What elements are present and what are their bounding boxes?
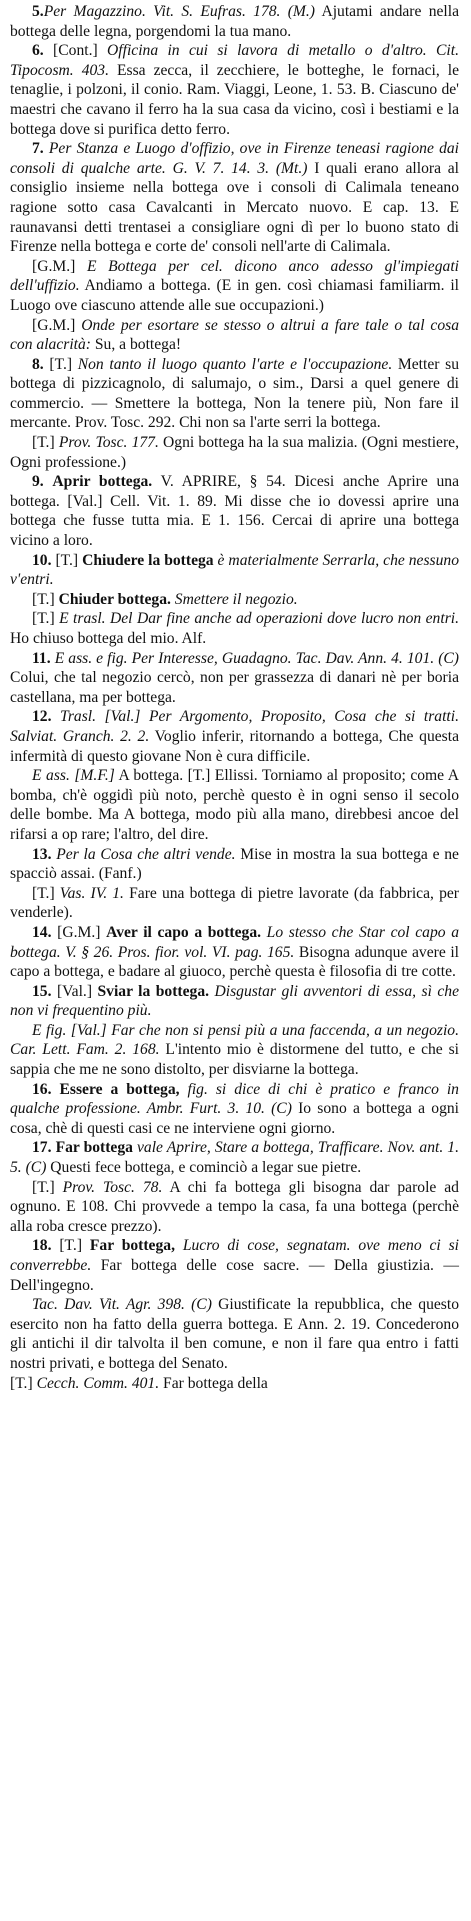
entry-text: Mise in mostra la sua bottega e ne spacciò assai. (Fanf.) (10, 845, 459, 883)
entry-tag: [T.] (51, 1237, 90, 1255)
entry-gloss: Onde per esortare se stesso o altrui a fare tale o tal cosa con alacrità: (10, 316, 459, 354)
entry-16 (10, 1080, 459, 1139)
entry-11 (10, 649, 459, 708)
entry-gloss: E trasl. Del Dar fine anche ad operazioni dove lucro non entri. (59, 610, 459, 628)
entry-tag: [Cont.] (43, 42, 108, 60)
entry-number: 13. (32, 845, 52, 863)
entry-gloss: è materialmente Serrarla, che nessuno v'entri. (10, 551, 460, 589)
entry-tag: [T.] (32, 434, 59, 452)
entry-text: A bottega. [T.] Ellissi. Torniamo al proposito; come A bomba, ch'è oggidì più noto, perchè questo è in ogni senso il secolo delle bombe. Ma A bottega, modo più alla mano, direbbesi ancoe del rifarsi a op rare; l'altro, del dire. (10, 767, 459, 843)
entry-text: Fare una bottega di pietre lavorate (da fabbrica, per venderle). (10, 884, 459, 922)
entry-tag: [G.M.] (51, 923, 107, 941)
entry-number: 16. (32, 1080, 52, 1098)
entry-tag: [T.] (43, 355, 78, 373)
entry-text: Su, a bottega! (90, 336, 182, 354)
entry-7 (10, 139, 459, 257)
entry-number: 6. (32, 42, 44, 60)
entry-text: A chi fa bottega gli bisogna dar parole ad ognuno. E 108. Chi provvede a tempo la casa, fa una bottega (perchè alla roba cresce prezzo). (10, 1178, 459, 1235)
entry-number: 10. (32, 551, 52, 569)
entry-text: L'intento mio è distormene del tutto, e che si sappia che me ne sono distolto, per disviarne la bottega. (10, 1041, 459, 1079)
entry-gloss: vale Aprire, Stare a bottega, Trafficare. Nov. ant. 1. 5. (C) (10, 1139, 460, 1177)
entry-10-sub-1 (10, 590, 459, 610)
entry-number: 8. (32, 355, 44, 373)
entry-8-sub-1 (10, 433, 459, 472)
entry-lead: Aver il capo a bottega. (106, 923, 262, 941)
entry-number: 15. (32, 982, 52, 1000)
entry-text: Bisogna adunque avere il capo a bottega, e badare al giuoco, perchè questa è filosofia di tre cotte. (10, 943, 459, 981)
entry-tag: [G.M.] (32, 316, 82, 334)
entry-number: 7. (32, 140, 44, 158)
entry-gloss: Officina in cui si lavora di metallo o d'altro. Cit. Tipocosm. 403. (10, 42, 459, 79)
entry-gloss: Tac. Dav. Vit. Agr. 398. (C) (32, 1296, 212, 1314)
entry-18 (10, 1236, 459, 1295)
entry-text: Questi fece bottega, e cominciò a legar sue pietre. (46, 1159, 362, 1177)
entry-text: I quali erano allora al consiglio insieme nella bottega ove i consoli di Calimala teneano ragione sotto casa Cavalcanti in Mercato nuovo. E cap. 13. E raunavansi detti trentasei a consigliare ogni dì per lo buono stato di Firenze nella bottega e corte de' consoli nell'arte di Calimala. (10, 159, 460, 256)
entry-number: 11. (32, 649, 51, 667)
entry-number: 9. (32, 473, 44, 491)
entry-9 (10, 472, 459, 550)
entry-tag: [T.] (51, 551, 83, 569)
entry-text: V. APRIRE, § 54. Dicesi anche Aprire una bottega. [Val.] Cell. Vit. 1. 89. Mi disse che io dovessi aprire una bottega che fusse tutta mia. E 1. 156. Cercai di aprire una bottega vicino a loro. (10, 473, 459, 550)
entry-text: Colui, che tal negozio cercò, non per grassezza di danari nè per boria castellana, ma per bottega. (10, 669, 459, 706)
entry-5 (10, 2, 459, 41)
entry-6 (10, 41, 459, 139)
entry-text: Ajutami andare nella bottega delle legna, porgendomi la tua mano. (10, 3, 459, 40)
entry-text: Giustificate la repubblica, che questo esercito non ha fatto della guerra bottega. E Ann. 2. 19. Concederono gli antichi il dir talvolta il ben comune, e non il fare qua entro i fatti nostri privati, e bottega del Senato. (10, 1296, 459, 1372)
entry-7-sub-2 (10, 316, 459, 355)
entry-14 (10, 923, 459, 982)
entry-tag (52, 708, 61, 725)
entry-gloss: Disgustar gli avventori di essa, sì che non vi frequentino più. (10, 982, 459, 1020)
entry-tag: [Val.] (51, 982, 98, 1000)
entry-13-sub-1 (10, 884, 459, 923)
entry-gloss: Per Stanza e Luogo d'offizio, ove in Firenze teneasi ragione dai consoli di qualche arte. G. V. 7. 14. 3. (Mt.) (10, 140, 459, 177)
entry-lead: Sviar la bottega. (97, 982, 210, 1000)
entry-number: 5. (32, 3, 44, 20)
entry-gloss: E fig. [Val.] Far che non si pensi più a una faccenda, a un negozio. Car. Lett. Fam. 2. 168. (10, 1021, 459, 1059)
entry-number: 17. (32, 1139, 52, 1157)
entry-number: 18. (32, 1237, 52, 1255)
entry-17-sub-1 (10, 1178, 459, 1237)
entry-tag: [T.] (10, 1374, 37, 1392)
entry-18-sub-1 (10, 1295, 459, 1373)
entry-gloss: Cecch. Comm. 401. (36, 1374, 160, 1392)
entry-gloss: fig. si dice di chi è pratico e franco in qualche professione. Ambr. Furt. 3. 10. (C) (10, 1080, 459, 1118)
entry-gloss: Per la Cosa che altri vende. (56, 845, 236, 863)
entry-tag: [T.] (32, 1178, 63, 1196)
entry-tag: [T.] (32, 884, 60, 902)
entry-lead: Chiuder bottega. (58, 590, 171, 608)
entry-lead: Far bottega (55, 1139, 133, 1157)
entry-gloss: Lucro di cose, segnatam. ove meno ci si converrebbe. (10, 1237, 459, 1274)
entry-lead: Aprir bottega. (52, 473, 153, 491)
entry-gloss: Trasl. [Val.] Per Argomento, Proposito, Cosa che si tratti. Salviat. Granch. 2. 2. (10, 708, 459, 745)
entry-gloss: E ass. e fig. Per Interesse, Guadagno. Tac. Dav. Ann. 4. 101. (C) (54, 649, 459, 667)
entry-13 (10, 845, 459, 884)
entry-tag: [G.M.] (32, 257, 87, 275)
entry-gloss: E Bottega per cel. dicono anco adesso gl'impiegati dell'uffizio. (10, 257, 459, 295)
entry-gloss: Smettere il negozio. (170, 590, 298, 608)
entry-12 (10, 707, 459, 766)
entry-15 (10, 982, 459, 1021)
entry-text: Essa zecca, il zecchiere, le botteghe, le fornaci, le tenaglie, i polzoni, il conio. Ram. Viaggi, Leone, 1. 53. B. Ciascuno de' maestri che cavano il ferro ha la sua casa da vicino, così i bestiami e la bottega dove si purifica detto ferro. (10, 61, 459, 138)
entry-12-sub-1 (10, 766, 459, 844)
entry-10 (10, 551, 459, 590)
entry-text: Io sono a bottega a ogni cosa, chè di questi casi ce ne interviene ogni giorno. (10, 1100, 459, 1137)
entry-text: Far bottega della (159, 1374, 268, 1392)
entry-gloss: Vas. IV. 1. (59, 884, 124, 902)
entry-lead: Essere a bottega, (59, 1080, 180, 1098)
entry-17 (10, 1138, 459, 1177)
entry-gloss: Prov. Tosc. 78. (62, 1178, 163, 1196)
entry-tag: [T.] (32, 590, 59, 608)
entry-7-sub-1 (10, 257, 459, 316)
entry-10-sub-2 (10, 609, 459, 648)
entry-18-sub-2 (10, 1374, 459, 1394)
entry-text: Andiamo a bottega. (E in gen. così chiamasi familiarm. il Luogo ove ciascuno attende alle sue occupazioni.) (10, 277, 459, 314)
entry-text: Ogni bottega ha la sua malizia. (Ogni mestiere, Ogni professione.) (10, 434, 459, 471)
entry-gloss: E ass. [M.F.] (32, 767, 115, 785)
entry-text: Far bottega delle cose sacre. — Della giustizia. — Dell'ingegno. (10, 1257, 459, 1294)
entry-tag: [T.] (32, 610, 60, 628)
entry-8 (10, 355, 459, 433)
entry-15-sub-1 (10, 1021, 459, 1080)
entry-text: Voglio inferir, ritornando a bottega, Che questa infermità di questo giovane Non è cura difficile. (10, 727, 459, 765)
entry-number: 14. (32, 923, 52, 941)
entry-lead: Far bottega, (89, 1237, 175, 1255)
entry-lead: Chiudere la bottega (82, 551, 214, 569)
entry-text: Ho chiuso bottega del mio. Alf. (10, 630, 207, 647)
entry-text: Metter su bottega di pizzicagnolo, di salumajo, o sim., Darsi a quel genere di commercio. — Smettere la bottega, Non la tenere più, Non fare il mercante. Prov. Tosc. 292. Chi non sa l'arte serri la bottega. (10, 355, 460, 432)
entry-gloss: Prov. Tosc. 177. (58, 434, 159, 452)
entry-gloss: Lo stesso che Star col capo a bottega. V. § 26. Pros. fior. vol. VI. pag. 165. (10, 923, 460, 961)
entry-gloss: Non tanto il luogo quanto l'arte e l'occupazione. (77, 355, 393, 373)
entry-gloss: Per Magazzino. Vit. S. Eufras. 178. (M.) (43, 3, 316, 20)
entry-number: 12. (32, 708, 52, 726)
